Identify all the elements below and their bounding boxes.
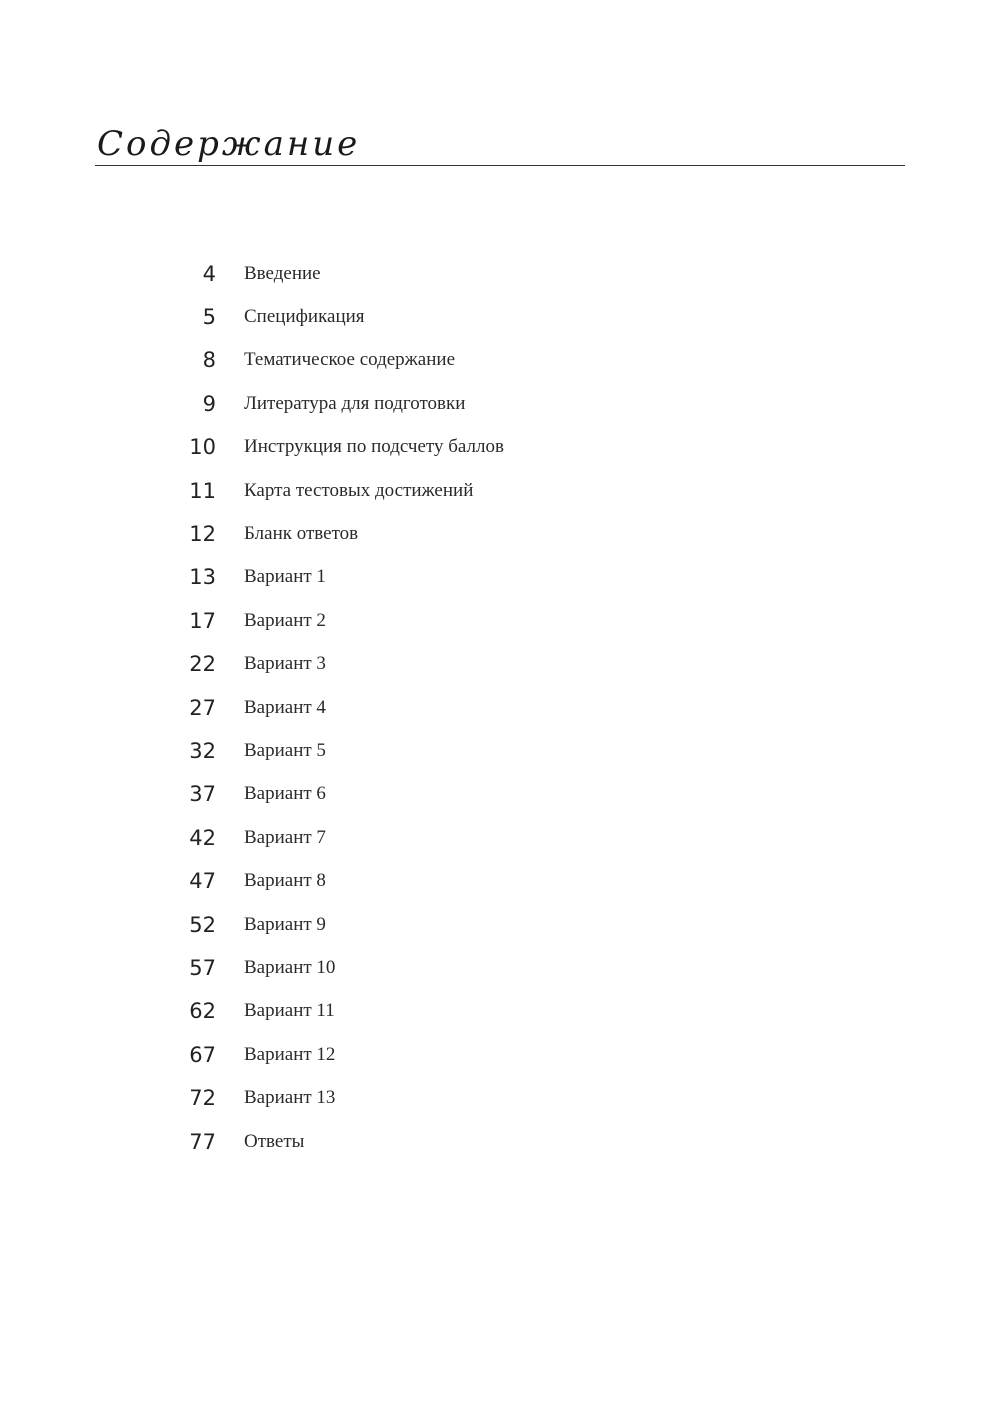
toc-entry-label: Вариант 11 xyxy=(244,1000,335,1022)
toc-page-number: 67 xyxy=(189,1042,216,1067)
toc-page-number: 5 xyxy=(202,305,216,330)
toc-entry[interactable] xyxy=(170,556,504,599)
page-title: Содержание xyxy=(97,124,361,164)
toc-entry[interactable] xyxy=(170,512,504,555)
toc-entry[interactable] xyxy=(170,773,504,816)
toc-entry[interactable] xyxy=(170,946,504,989)
toc-entry-label: Вариант 5 xyxy=(244,739,326,761)
toc-entry[interactable] xyxy=(170,643,504,686)
toc-entry-label: Спецификация xyxy=(244,306,365,328)
toc-entry-label: Вариант 7 xyxy=(244,826,326,848)
toc-entry[interactable] xyxy=(170,426,504,469)
toc-entry-label: Тематическое содержание xyxy=(244,349,456,371)
toc-entry-label: Вариант 6 xyxy=(244,783,326,805)
toc-entry[interactable] xyxy=(170,686,504,729)
toc-entry-label: Вариант 4 xyxy=(244,696,326,718)
toc-entry-label: Литература для подготовки xyxy=(244,392,466,414)
toc-entry[interactable] xyxy=(170,339,504,382)
toc-entry-label: Вариант 1 xyxy=(244,566,326,588)
toc-entry-label: Вариант 10 xyxy=(244,956,336,978)
toc-entry-label: Карта тестовых достижений xyxy=(244,479,474,501)
toc-page-number: 8 xyxy=(202,348,216,373)
toc-page-number: 37 xyxy=(189,782,216,807)
toc-entry[interactable] xyxy=(170,382,504,425)
toc-page-number: 32 xyxy=(189,738,216,763)
toc-entry[interactable] xyxy=(170,1033,504,1076)
toc-page-number: 17 xyxy=(189,608,216,633)
toc-entry-label: Вариант 8 xyxy=(244,870,326,892)
toc-entry[interactable] xyxy=(170,859,504,902)
toc-entry[interactable] xyxy=(170,469,504,512)
toc-entry-label: Бланк ответов xyxy=(244,523,359,545)
toc-page-number: 10 xyxy=(189,435,216,460)
toc-entry[interactable] xyxy=(170,990,504,1033)
toc-page-number: 52 xyxy=(189,912,216,937)
toc-entry-label: Инструкция по подсчету баллов xyxy=(244,436,504,458)
toc-entry[interactable] xyxy=(170,729,504,772)
toc-entry[interactable] xyxy=(170,295,504,338)
title-underline xyxy=(95,165,905,166)
toc-entry[interactable] xyxy=(170,599,504,642)
toc-entry-label: Вариант 3 xyxy=(244,653,326,675)
toc-page-number: 12 xyxy=(189,522,216,547)
toc-page-number: 57 xyxy=(189,955,216,980)
toc-entry[interactable] xyxy=(170,1076,504,1119)
toc-entry[interactable] xyxy=(170,903,504,946)
toc-entry-label: Ответы xyxy=(244,1130,305,1152)
toc-entry-label: Вариант 2 xyxy=(244,609,326,631)
toc-page-number: 72 xyxy=(189,1086,216,1111)
toc-page-number: 9 xyxy=(202,391,216,416)
toc-entry-label: Введение xyxy=(244,262,321,284)
toc-page-number: 27 xyxy=(189,695,216,720)
toc-entry[interactable] xyxy=(170,816,504,859)
toc-page-number: 47 xyxy=(189,869,216,894)
toc-page-number: 13 xyxy=(189,565,216,590)
toc-page-number: 42 xyxy=(189,825,216,850)
toc-entry-label: Вариант 12 xyxy=(244,1043,336,1065)
toc-entry-label: Вариант 13 xyxy=(244,1087,336,1109)
toc-page-number: 22 xyxy=(189,652,216,677)
table-of-contents xyxy=(170,252,504,1163)
toc-entry-label: Вариант 9 xyxy=(244,913,326,935)
toc-page-number: 62 xyxy=(189,999,216,1024)
toc-entry[interactable] xyxy=(170,1120,504,1163)
toc-page-number: 11 xyxy=(189,478,216,503)
toc-page-number: 77 xyxy=(189,1129,216,1154)
toc-entry[interactable] xyxy=(170,252,504,295)
toc-page-number: 4 xyxy=(202,261,216,286)
